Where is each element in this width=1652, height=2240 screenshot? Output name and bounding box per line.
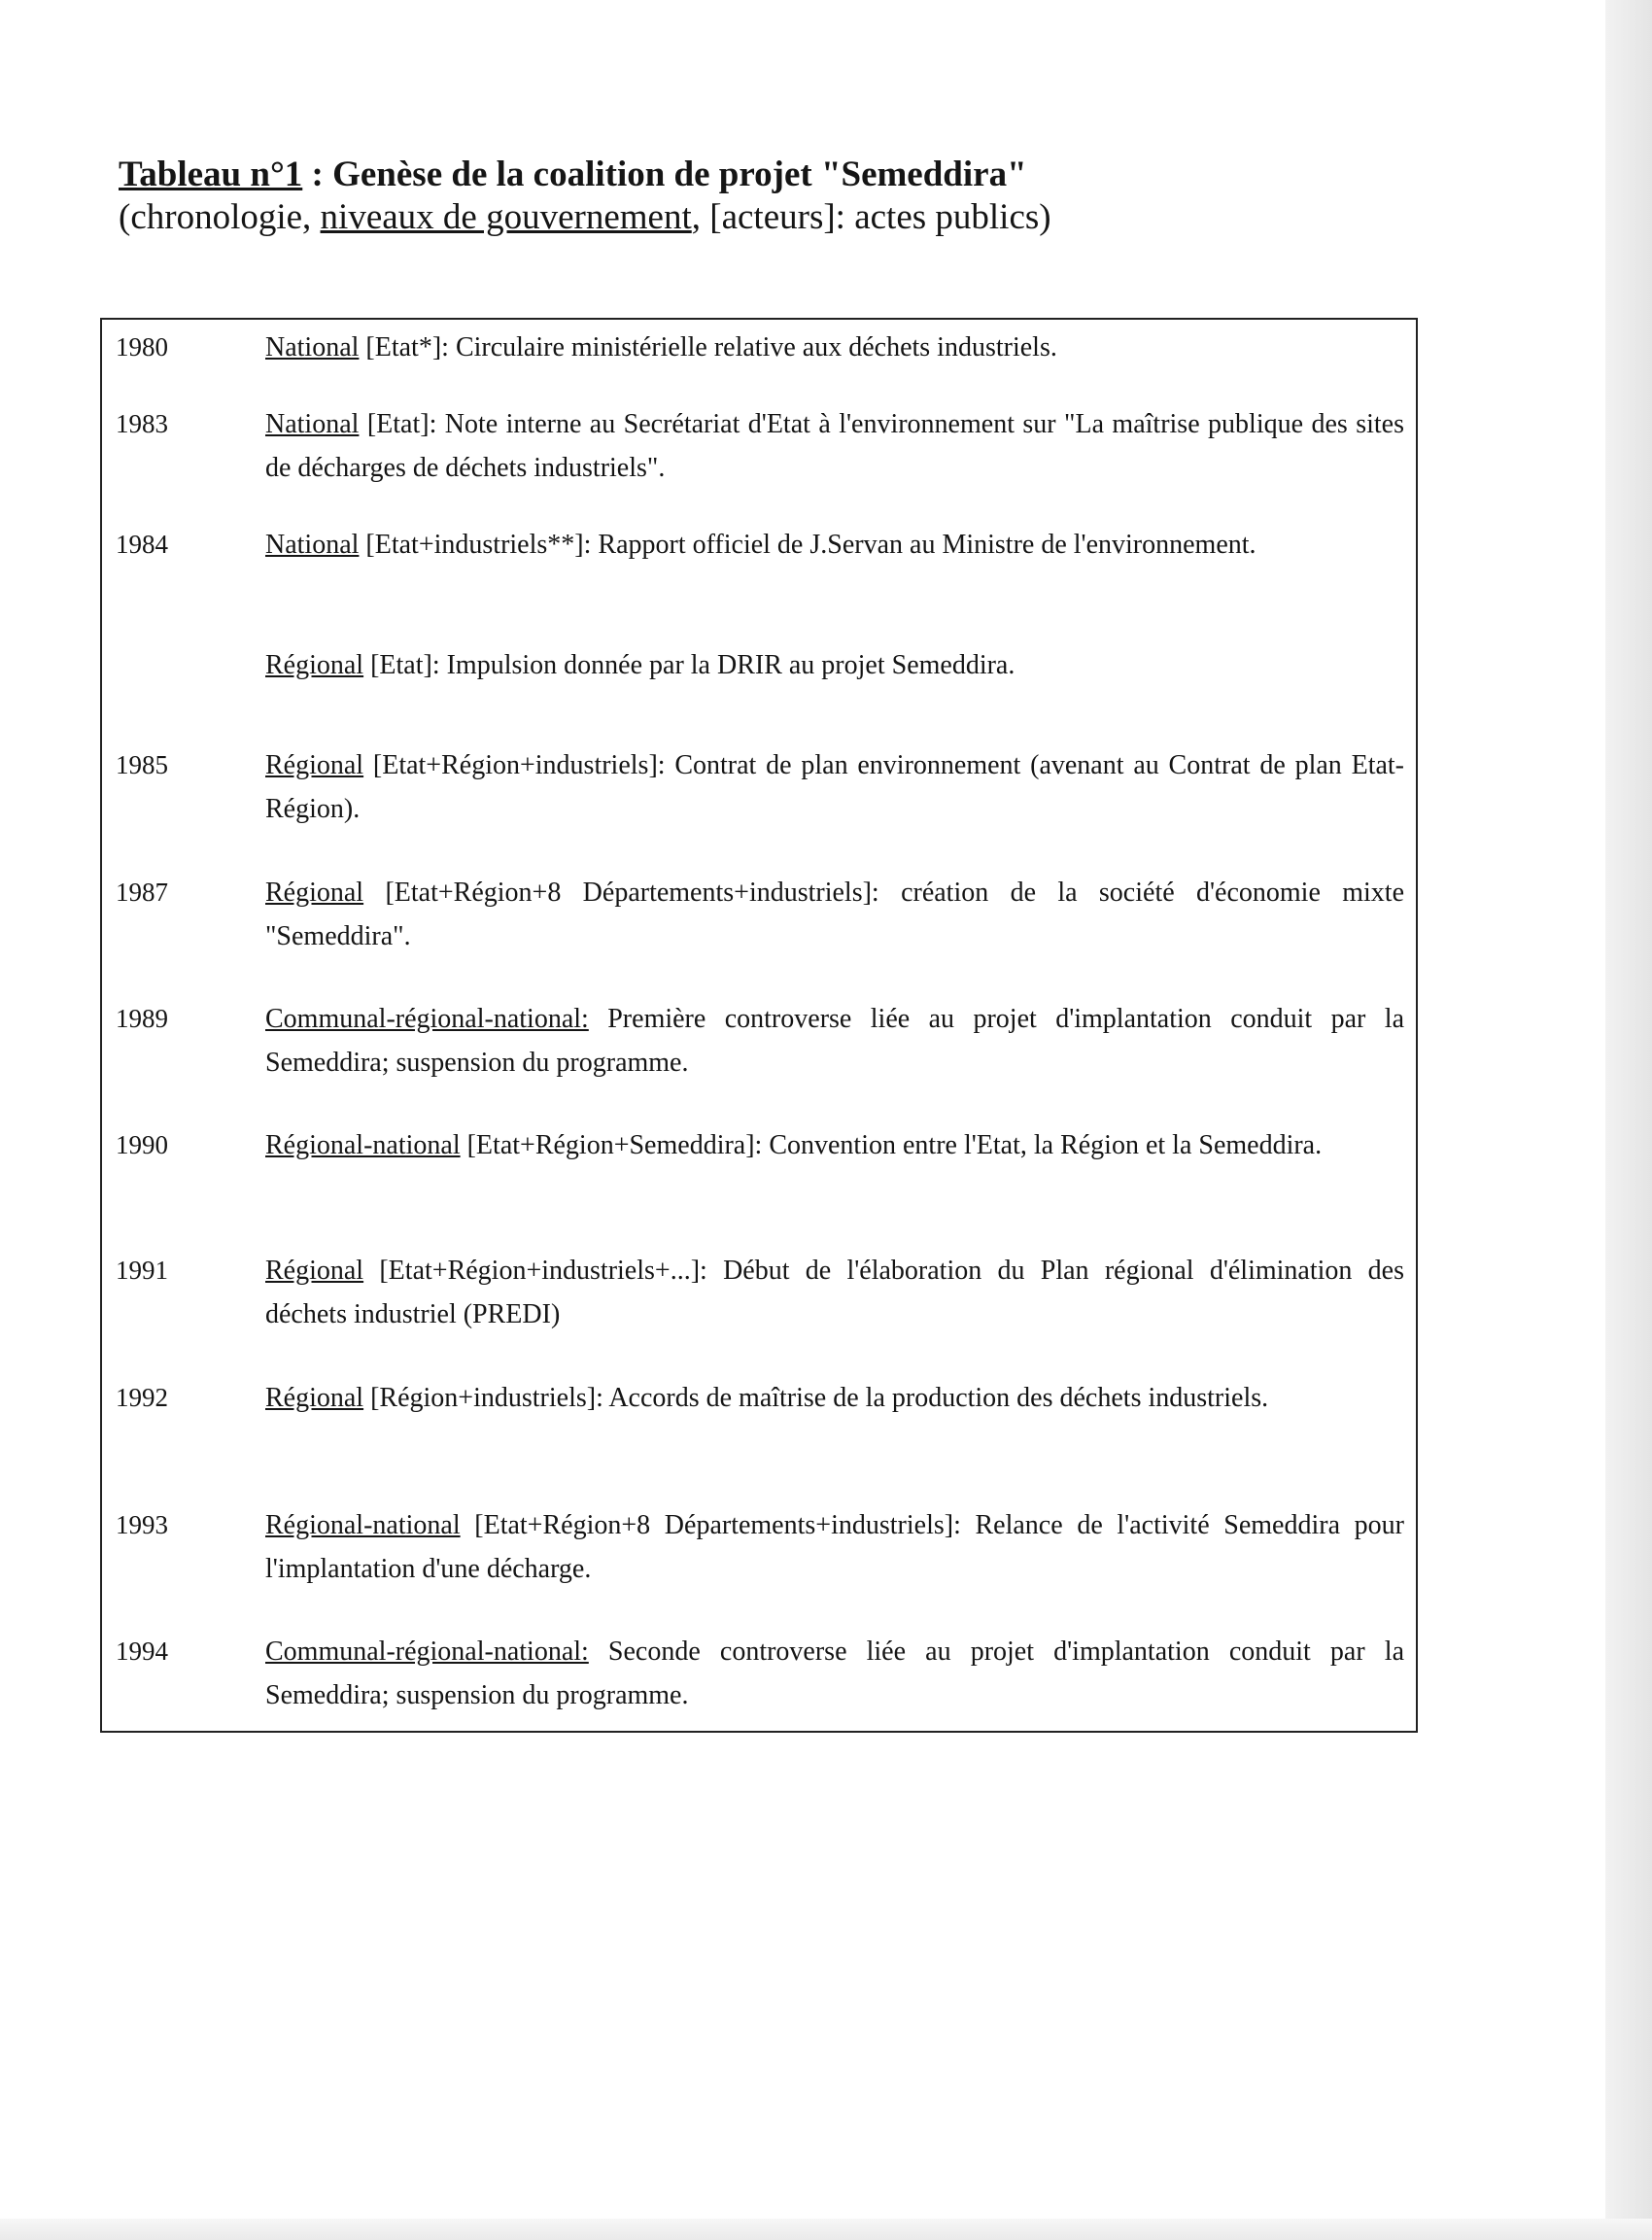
entry-text bbox=[265, 1123, 1404, 1167]
entry-year: 1985 bbox=[116, 750, 168, 779]
subtitle-end: , [acteurs]: actes publics) bbox=[691, 197, 1051, 237]
entry-description: [Etat+Région+Semeddira]: Convention entre l'Etat, la Région et la Semeddira. bbox=[460, 1130, 1323, 1160]
entry-year: 1992 bbox=[116, 1383, 168, 1412]
entry-text bbox=[265, 1503, 1404, 1591]
entry-text bbox=[265, 643, 1404, 687]
entry-level: Régional bbox=[265, 650, 364, 680]
table-title-text: : Genèse de la coalition de projet "Semeddira" bbox=[302, 155, 1027, 194]
entry-year: 1990 bbox=[116, 1130, 168, 1159]
table-caption bbox=[119, 154, 1401, 239]
entry-year: 1984 bbox=[116, 530, 168, 559]
entry-level: Régional bbox=[265, 750, 364, 780]
entry-year: 1989 bbox=[116, 1004, 168, 1033]
entry-level: Régional bbox=[265, 1256, 364, 1286]
entry-level: Régional bbox=[265, 1383, 364, 1413]
entry-level: Communal-régional-national: bbox=[265, 1004, 589, 1034]
entry-description: [Région+industriels]: Accords de maîtrise de la production des déchets industriels. bbox=[363, 1383, 1269, 1413]
entry-level: National bbox=[265, 332, 360, 362]
entry-level: Régional-national bbox=[265, 1510, 461, 1540]
entry-description: [Etat+Région+industriels]: Contrat de plan environnement (avenant au Contrat de plan Etat-Région). bbox=[265, 750, 1404, 824]
entry-level: Communal-régional-national: bbox=[265, 1637, 589, 1667]
entry-description: Première controverse liée au projet d'implantation conduit par la Semeddira; suspension du programme. bbox=[265, 1004, 1404, 1078]
entry-text bbox=[265, 1376, 1404, 1420]
entry-text bbox=[265, 743, 1404, 831]
entry-year: 1983 bbox=[116, 409, 168, 438]
entry-text bbox=[265, 1630, 1404, 1717]
chronology-table bbox=[100, 318, 1418, 1733]
subtitle-start: (chronologie, bbox=[119, 197, 321, 237]
entry-description: [Etat+Région+8 Départements+industriels]: création de la société d'économie mixte "Semeddira". bbox=[265, 878, 1404, 951]
entry-text bbox=[265, 402, 1404, 490]
table-title bbox=[119, 154, 1401, 196]
entry-year: 1980 bbox=[116, 332, 168, 362]
table-subtitle bbox=[119, 196, 1401, 239]
entry-level: National bbox=[265, 409, 360, 439]
scan-edge-shading bbox=[1605, 0, 1652, 2240]
entry-year: 1991 bbox=[116, 1256, 168, 1285]
entry-level: National bbox=[265, 530, 360, 560]
entry-year: 1994 bbox=[116, 1637, 168, 1666]
entry-text bbox=[265, 326, 1404, 369]
entry-description: [Etat+industriels**]: Rapport officiel de J.Servan au Ministre de l'environnement. bbox=[359, 530, 1256, 560]
entry-level: Régional-national bbox=[265, 1130, 461, 1160]
entry-year: 1993 bbox=[116, 1510, 168, 1539]
entry-text bbox=[265, 523, 1404, 567]
entry-text bbox=[265, 1249, 1404, 1336]
entry-level: Régional bbox=[265, 878, 364, 908]
scan-bottom-edge bbox=[0, 2219, 1652, 2240]
entry-description: [Etat+Région+8 Départements+industriels]: Relance de l'activité Semeddira pour l'implantation d'une décharge. bbox=[265, 1510, 1404, 1584]
subtitle-underlined: niveaux de gouvernement bbox=[320, 197, 692, 237]
entry-description: [Etat*]: Circulaire ministérielle relative aux déchets industriels. bbox=[359, 332, 1057, 362]
entry-description: [Etat+Région+industriels+...]: Début de l'élaboration du Plan régional d'élimination des déchets industriel (PREDI) bbox=[265, 1256, 1404, 1329]
table-number-label: Tableau n°1 bbox=[119, 155, 303, 194]
entry-text bbox=[265, 871, 1404, 958]
entry-year: 1987 bbox=[116, 878, 168, 907]
entry-description: Seconde controverse liée au projet d'implantation conduit par la Semeddira; suspension du programme. bbox=[265, 1637, 1404, 1710]
entry-description: [Etat]: Impulsion donnée par la DRIR au projet Semeddira. bbox=[363, 650, 1015, 680]
entry-description: [Etat]: Note interne au Secrétariat d'Etat à l'environnement sur "La maîtrise publique des sites de décharges de déchets industriels". bbox=[265, 409, 1404, 483]
entry-text bbox=[265, 997, 1404, 1085]
